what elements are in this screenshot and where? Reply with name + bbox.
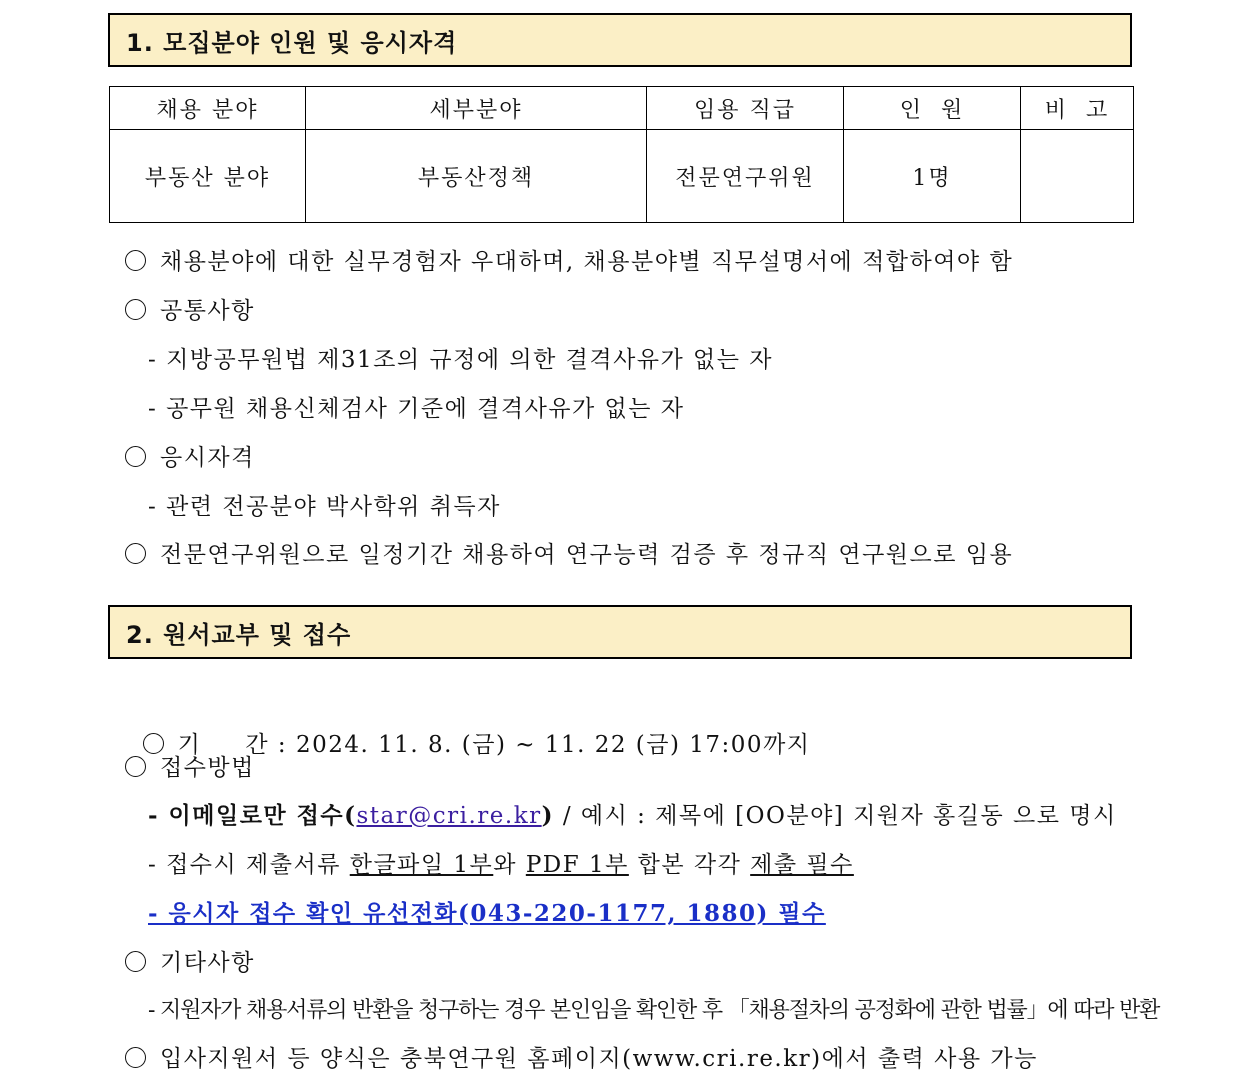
header-field: 채용 분야 bbox=[110, 87, 306, 130]
form-note-item: 입사지원서 등 양식은 충북연구원 홈페이지(www.cri.re.kr)에서 출력 사용 가능 bbox=[125, 1040, 1038, 1073]
cell-count: 1명 bbox=[844, 130, 1021, 223]
list-item: 공통사항 bbox=[125, 292, 255, 325]
list-item: 응시자격 bbox=[125, 439, 255, 472]
list-item: - 지방공무원법 제31조의 규정에 의한 결격사유가 없는 자 bbox=[148, 347, 774, 373]
method-item: 접수방법 bbox=[125, 749, 255, 782]
phone-note: - 응시자 접수 확인 유선전화(043-220-1177, 1880) 필수 bbox=[148, 900, 826, 927]
table-header-row bbox=[110, 87, 1134, 130]
cell-field: 부동산 분야 bbox=[110, 130, 306, 223]
cell-note bbox=[1021, 130, 1134, 223]
circle-bullet-icon bbox=[125, 446, 146, 467]
recruitment-table bbox=[109, 86, 1134, 223]
etc-item: 기타사항 bbox=[125, 944, 255, 977]
list-item: 전문연구위원으로 일정기간 채용하여 연구능력 검증 후 정규직 연구원으로 임용 bbox=[125, 536, 1013, 569]
section-2-header bbox=[108, 605, 1132, 659]
circle-bullet-icon bbox=[125, 756, 146, 777]
section-1-title: 1. 모집분야 인원 및 응시자격 bbox=[126, 28, 458, 57]
header-count: 인 원 bbox=[844, 87, 1021, 130]
header-rank: 임용 직급 bbox=[647, 87, 844, 130]
email-link[interactable]: star@cri.re.kr bbox=[356, 803, 542, 829]
list-item: 채용분야에 대한 실무경험자 우대하며, 채용분야별 직무설명서에 적합하여야 함 bbox=[125, 243, 1013, 276]
circle-bullet-icon bbox=[125, 1047, 146, 1068]
period-item: 기 간 : 2024. 11. 8. (금) ~ 11. 22 (금) 17:00까지 bbox=[125, 700, 811, 759]
list-item: - 공무원 채용신체검사 기준에 결격사유가 없는 자 bbox=[148, 396, 685, 422]
list-item: - 관련 전공분야 박사학위 취득자 bbox=[148, 494, 501, 520]
circle-bullet-icon bbox=[125, 951, 146, 972]
circle-bullet-icon bbox=[125, 250, 146, 271]
header-note: 비 고 bbox=[1021, 87, 1134, 130]
header-subfield: 세부분야 bbox=[306, 87, 647, 130]
section-1-header bbox=[108, 13, 1132, 67]
docs-item: - 접수시 제출서류 한글파일 1부와 PDF 1부 합본 각각 제출 필수 bbox=[148, 852, 854, 878]
cell-subfield: 부동산정책 bbox=[306, 130, 647, 223]
section-2-title: 2. 원서교부 및 접수 bbox=[126, 620, 352, 649]
circle-bullet-icon bbox=[125, 543, 146, 564]
table-row bbox=[110, 130, 1134, 223]
cell-rank: 전문연구위원 bbox=[647, 130, 844, 223]
email-item: - 이메일로만 접수(star@cri.re.kr) / 예시 : 제목에 [OO분야] 지원자 홍길동 으로 명시 bbox=[148, 802, 1117, 829]
circle-bullet-icon bbox=[125, 299, 146, 320]
etc-detail: - 지원자가 채용서류의 반환을 청구하는 경우 본인임을 확인한 후 「채용절차의 공정화에 관한 법률」에 따라 반환 bbox=[148, 998, 1160, 1023]
